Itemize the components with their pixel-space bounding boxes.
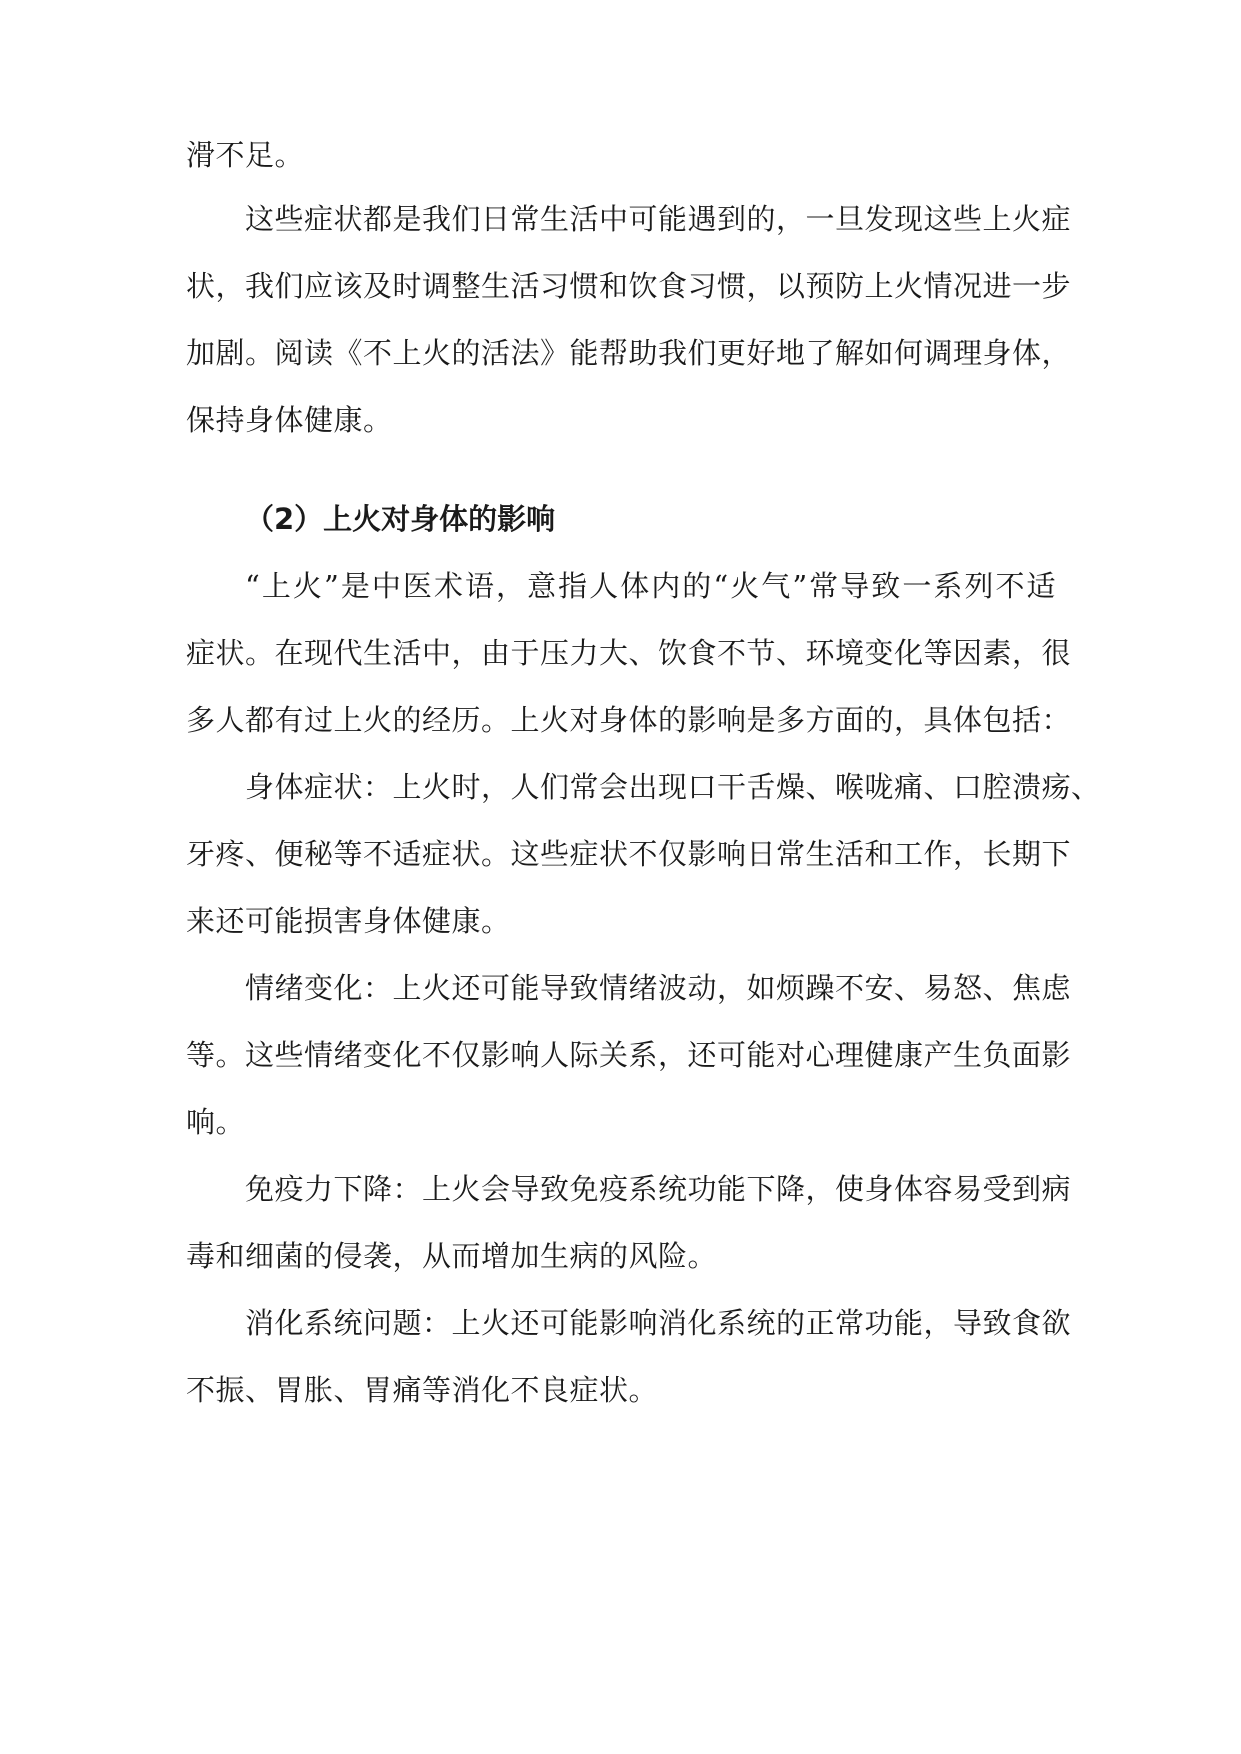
text-line: 不振、胃胀、胃痛等消化不良症状。 [186,1373,659,1407]
text-line: 响。 [186,1105,246,1139]
text-line: 滑不足。 [186,138,305,172]
text-line: 多人都有过上火的经历。上火对身体的影响是多方面的，具体包括： [186,703,1072,737]
paragraph-first-line: 消化系统问题：上火还可能影响消化系统的正常功能，导致食欲 [245,1306,1072,1340]
paragraph-first-line: 身体症状：上火时，人们常会出现口干舌燥、喉咙痛、口腔溃疡、 [245,770,1101,804]
paragraph-first-line: 这些症状都是我们日常生活中可能遇到的，一旦发现这些上火症 [245,202,1072,236]
text-line: 来还可能损害身体健康。 [186,904,511,938]
text-line: 毒和细菌的侵袭，从而增加生病的风险。 [186,1239,718,1273]
text-line: 保持身体健康。 [186,403,393,437]
text-line: 等。这些情绪变化不仅影响人际关系，还可能对心理健康产生负面影 [186,1038,1072,1072]
text-line: 牙疼、便秘等不适症状。这些症状不仅影响日常生活和工作，长期下 [186,837,1072,871]
paragraph-first-line: 情绪变化：上火还可能导致情绪波动，如烦躁不安、易怒、焦虑 [245,971,1072,1005]
paragraph-first-line: “上火”是中医术语，意指人体内的“火气”常导致一系列不适 [245,569,1056,603]
text-line: 状，我们应该及时调整生活习惯和饮食习惯，以预防上火情况进一步 [186,269,1072,303]
text-line: 症状。在现代生活中，由于压力大、饮食不节、环境变化等因素，很 [186,636,1072,670]
paragraph-first-line: 免疫力下降：上火会导致免疫系统功能下降，使身体容易受到病 [245,1172,1072,1206]
section-heading: （2）上火对身体的影响 [245,502,556,536]
text-line: 加剧。阅读《不上火的活法》能帮助我们更好地了解如何调理身体， [186,336,1072,370]
